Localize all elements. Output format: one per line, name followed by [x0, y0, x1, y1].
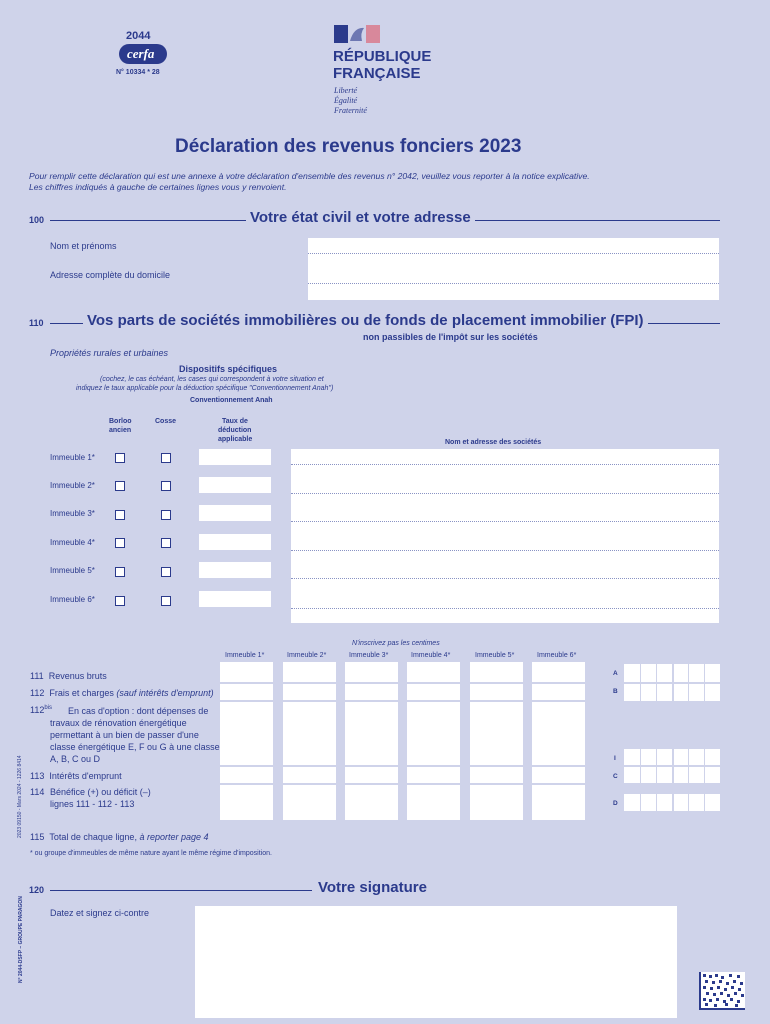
immeuble-5-borloo-checkbox[interactable] — [115, 567, 125, 577]
row-112bis-sup: bis — [44, 705, 53, 711]
total-digit-sep-4 — [688, 664, 689, 811]
no-cents-note: N'inscrivez pas les centimes — [352, 640, 440, 647]
motto-liberte: Liberté — [334, 86, 358, 95]
name-label: Nom et prénoms — [50, 241, 117, 251]
letter-c: C — [613, 773, 618, 780]
immeuble-6-divider — [291, 608, 719, 609]
page-title: Déclaration des revenus fonciers 2023 — [175, 136, 522, 157]
col-borloo-2: ancien — [109, 427, 132, 434]
form-number: 2044 — [126, 30, 151, 42]
row-separator-a — [218, 682, 588, 684]
row-112bis-line1: En cas d'option : dont dépenses de — [68, 706, 209, 716]
section-100-number: 100 — [29, 215, 45, 225]
date-sign-label: Datez et signez ci-contre — [50, 908, 150, 918]
col-immeuble-2: Immeuble 2* — [287, 652, 327, 659]
footnote: * ou groupe d'immeubles de même nature ayant le même régime d'imposition. — [30, 850, 272, 857]
immeuble-1-borloo-checkbox[interactable] — [115, 453, 125, 463]
section-120-rule — [50, 890, 312, 891]
row-separator-b — [218, 700, 588, 702]
row-112bis-line3: permettant à un bien de passer d'une — [50, 730, 199, 740]
dispositifs-note1: (cochez, le cas échéant, les cases qui correspondent à votre situation et — [100, 376, 324, 383]
section-120-number: 120 — [29, 885, 45, 895]
total-digit-sep-1 — [640, 664, 641, 811]
row-114-num: 114 — [30, 787, 45, 797]
immeuble-5-label: Immeuble 5* — [50, 566, 95, 575]
address-field[interactable] — [308, 268, 719, 300]
immeuble-3-borloo-checkbox[interactable] — [115, 510, 125, 520]
immeuble-4-label: Immeuble 4* — [50, 538, 95, 547]
immeuble-2-label: Immeuble 2* — [50, 481, 95, 490]
conventionnement-label: Conventionnement Anah — [190, 397, 273, 404]
row-112-label — [30, 688, 214, 698]
rural-label: Propriétés rurales et urbaines — [50, 348, 169, 358]
immeuble-4-taux-field[interactable] — [199, 534, 271, 550]
section-110-number: 110 — [29, 318, 44, 328]
immeuble-5-divider — [291, 578, 719, 579]
col-borloo-1: Borloo — [109, 418, 132, 425]
col-nom: Nom et adresse des sociétés — [445, 439, 542, 446]
motto-fraternite: Fraternité — [334, 106, 367, 115]
section-100-title: Votre état civil et votre adresse — [246, 209, 475, 226]
signature-field[interactable] — [195, 906, 677, 1018]
datamatrix-barcode — [699, 972, 745, 1010]
immeuble-6-label: Immeuble 6* — [50, 595, 95, 604]
marianne-icon — [334, 25, 380, 43]
immeuble-2-divider — [291, 493, 719, 494]
republique-line1: RÉPUBLIQUE — [333, 48, 432, 65]
cerfa-logo-text: cerfa — [127, 46, 155, 61]
dispositifs-title: Dispositifs spécifiques — [179, 364, 278, 374]
address-label: Adresse complète du domicile — [50, 270, 171, 280]
col-taux-2: déduction — [218, 427, 252, 434]
immeuble-1-cosse-checkbox[interactable] — [161, 453, 171, 463]
immeuble-3-divider — [291, 521, 719, 522]
section-110-subtitle: non passibles de l'impôt sur les sociétés — [363, 332, 538, 342]
immeuble-6-taux-field[interactable] — [199, 591, 271, 607]
col-taux-1: Taux de — [222, 418, 248, 425]
immeuble-3-cosse-checkbox[interactable] — [161, 510, 171, 520]
immeuble-4-borloo-checkbox[interactable] — [115, 538, 125, 548]
section-110-title: Vos parts de sociétés immobilières ou de fonds de placement immobilier (FPI) — [83, 312, 648, 329]
dispositifs-note2: indiquez le taux applicable pour la déduction spécifique "Conventionnement Anah") — [76, 385, 334, 392]
row-111-text: Revenus bruts — [48, 671, 107, 681]
immeuble-5-cosse-checkbox[interactable] — [161, 567, 171, 577]
row-113-label — [30, 771, 122, 781]
immeuble-3-column[interactable] — [345, 662, 398, 820]
margin-code-1-text: 2023 09150 - Mars 2024 - 1226 8414 — [17, 755, 23, 838]
name-field-divider — [308, 253, 719, 254]
col-cosse: Cosse — [155, 418, 177, 425]
immeuble-4-cosse-checkbox[interactable] — [161, 538, 171, 548]
total-digit-sep-3 — [672, 664, 674, 811]
immeuble-1-label: Immeuble 1* — [50, 453, 95, 462]
col-taux-3: applicable — [218, 436, 253, 443]
immeuble-3-label: Immeuble 3* — [50, 509, 95, 518]
col-immeuble-6: Immeuble 6* — [537, 652, 577, 659]
row-112bis-number: 112 — [30, 705, 45, 715]
row-113-text: Intérêts d'emprunt — [49, 771, 122, 781]
barcode-icon — [699, 972, 745, 1010]
section-120-title: Votre signature — [314, 879, 431, 896]
immeuble-6-borloo-checkbox[interactable] — [115, 596, 125, 606]
address-field-divider-1 — [308, 283, 719, 284]
immeuble-2-column[interactable] — [283, 662, 336, 820]
row-115-label — [30, 832, 209, 842]
immeuble-1-taux-field[interactable] — [199, 449, 271, 465]
immeuble-4-divider — [291, 550, 719, 551]
letter-i: I — [614, 755, 616, 762]
row-112bis-num — [30, 705, 52, 715]
row-115-num: 115 — [30, 832, 45, 842]
marianne-logo — [334, 25, 380, 43]
row-112-num: 112 — [30, 688, 45, 698]
letter-a: A — [613, 670, 618, 677]
immeuble-2-taux-field[interactable] — [199, 477, 271, 493]
total-digit-sep-5 — [704, 664, 705, 811]
row-113-num: 113 — [30, 771, 45, 781]
col-immeuble-5: Immeuble 5* — [475, 652, 515, 659]
immeuble-5-taux-field[interactable] — [199, 562, 271, 578]
cerfa-number: N° 10334 * 28 — [116, 69, 160, 76]
row-112-text-italic: (sauf intérêts d'emprunt) — [116, 688, 214, 698]
intro-line2: Les chiffres indiqués à gauche de certaines lignes vous y renvoient. — [29, 182, 287, 192]
immeuble-6-column[interactable] — [532, 662, 585, 820]
immeuble-5-column[interactable] — [470, 662, 523, 820]
row-111-num: 111 — [30, 671, 44, 681]
motto-egalite: Égalité — [334, 96, 358, 105]
republique-line2: FRANÇAISE — [333, 65, 421, 82]
letter-b: B — [613, 688, 618, 695]
margin-code-2-text: N° 2044-DSFP – GROUPE PARAGON — [18, 896, 24, 983]
row-112bis-line2: travaux de rénovation énergétique — [50, 718, 187, 728]
row-separator-c — [218, 783, 588, 785]
row-112-text: Frais et charges — [49, 688, 114, 698]
immeuble-1-column[interactable] — [220, 662, 273, 820]
row-115-text: Total de chaque ligne, — [49, 832, 137, 842]
col-immeuble-1: Immeuble 1* — [225, 652, 265, 659]
immeuble-3-taux-field[interactable] — [199, 505, 271, 521]
immeuble-2-cosse-checkbox[interactable] — [161, 481, 171, 491]
row-115-text-italic: à reporter page 4 — [139, 832, 209, 842]
intro-line1: Pour remplir cette déclaration qui est une annexe à votre déclaration d'ensemble des revenus n° 2042, veuillez vous reporter à la notice explicative. — [29, 171, 590, 181]
total-digit-sep-2 — [656, 664, 657, 811]
col-immeuble-4: Immeuble 4* — [411, 652, 451, 659]
row-111-label — [30, 671, 107, 681]
row-114-line1: Bénéfice (+) ou déficit (–) — [50, 787, 151, 797]
col-immeuble-3: Immeuble 3* — [349, 652, 389, 659]
letter-d: D — [613, 800, 618, 807]
row-114-line2: lignes 111 - 112 - 113 — [50, 799, 135, 809]
immeuble-1-divider — [291, 464, 719, 465]
immeuble-6-cosse-checkbox[interactable] — [161, 596, 171, 606]
row-112bis-line5: A, B, C ou D — [50, 754, 101, 764]
row-separator-i — [218, 765, 588, 767]
row-112bis-line4: classe énergétique E, F ou G à une classe — [50, 742, 220, 752]
immeuble-2-borloo-checkbox[interactable] — [115, 481, 125, 491]
cerfa-logo — [119, 44, 167, 64]
immeuble-4-column[interactable] — [407, 662, 460, 820]
